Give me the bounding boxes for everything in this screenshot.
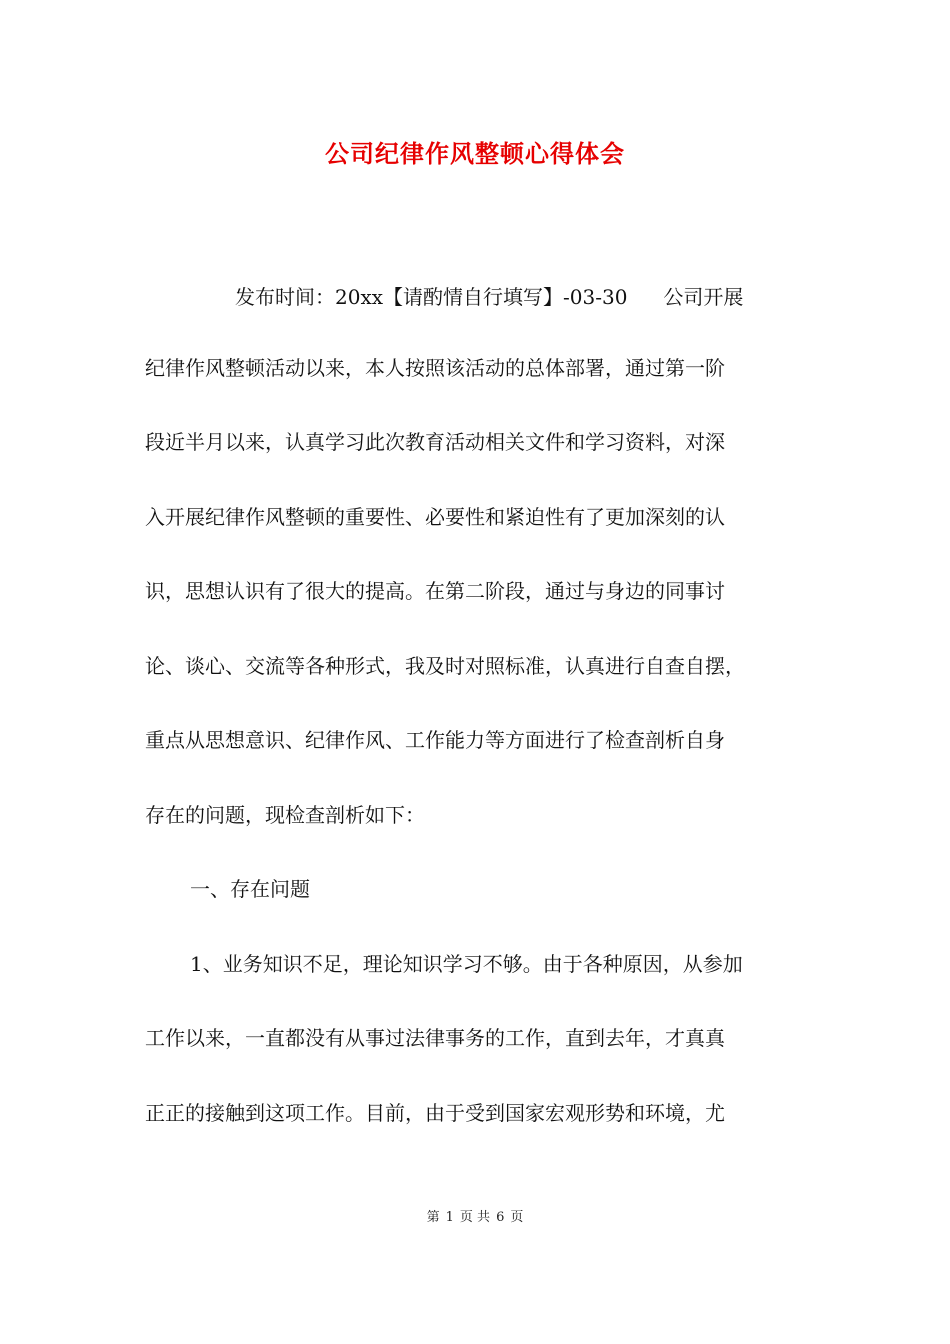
paragraph-line-5: 论、谈心、交流等各种形式，我及时对照标准，认真进行自查自摆，	[145, 654, 745, 678]
paragraph-line-7: 存在的问题，现检查剖析如下：	[145, 803, 425, 827]
item1-line-1: 1、业务知识不足，理论知识学习不够。由于各种原因，从参加	[190, 952, 743, 976]
document-title: 公司纪律作风整顿心得体会	[325, 139, 625, 168]
publish-date-label: 发布时间：20xx【请酌情自行填写】-03-30	[235, 285, 628, 309]
item1-line-2: 工作以来，一直都没有从事过法律事务的工作，直到去年，才真真	[145, 1026, 725, 1050]
section-heading: 一、存在问题	[190, 877, 310, 901]
paragraph-line-4: 识，思想认识有了很大的提高。在第二阶段，通过与身边的同事讨	[145, 579, 725, 603]
publish-line	[235, 279, 810, 315]
footer-page-number: 1	[445, 1210, 454, 1225]
paragraph-line-2: 段近半月以来，认真学习此次教育活动相关文件和学习资料，对深	[145, 430, 725, 454]
item1-line-3: 正正的接触到这项工作。目前，由于受到国家宏观形势和环境，尤	[145, 1101, 725, 1125]
footer-prefix: 第	[426, 1210, 440, 1225]
footer-total-pages: 6	[496, 1210, 505, 1225]
paragraph-line-6: 重点从思想意识、纪律作风、工作能力等方面进行了检查剖析自身	[145, 728, 725, 752]
paragraph-line-1: 纪律作风整顿活动以来，本人按照该活动的总体部署，通过第一阶	[145, 356, 725, 380]
paragraph-line-3: 入开展纪律作风整顿的重要性、必要性和紧迫性有了更加深刻的认	[145, 505, 725, 529]
page-footer	[0, 1208, 950, 1228]
paragraph-start: 公司开展	[663, 285, 744, 309]
footer-suffix: 页	[510, 1210, 524, 1225]
footer-middle: 页 共	[459, 1210, 491, 1225]
